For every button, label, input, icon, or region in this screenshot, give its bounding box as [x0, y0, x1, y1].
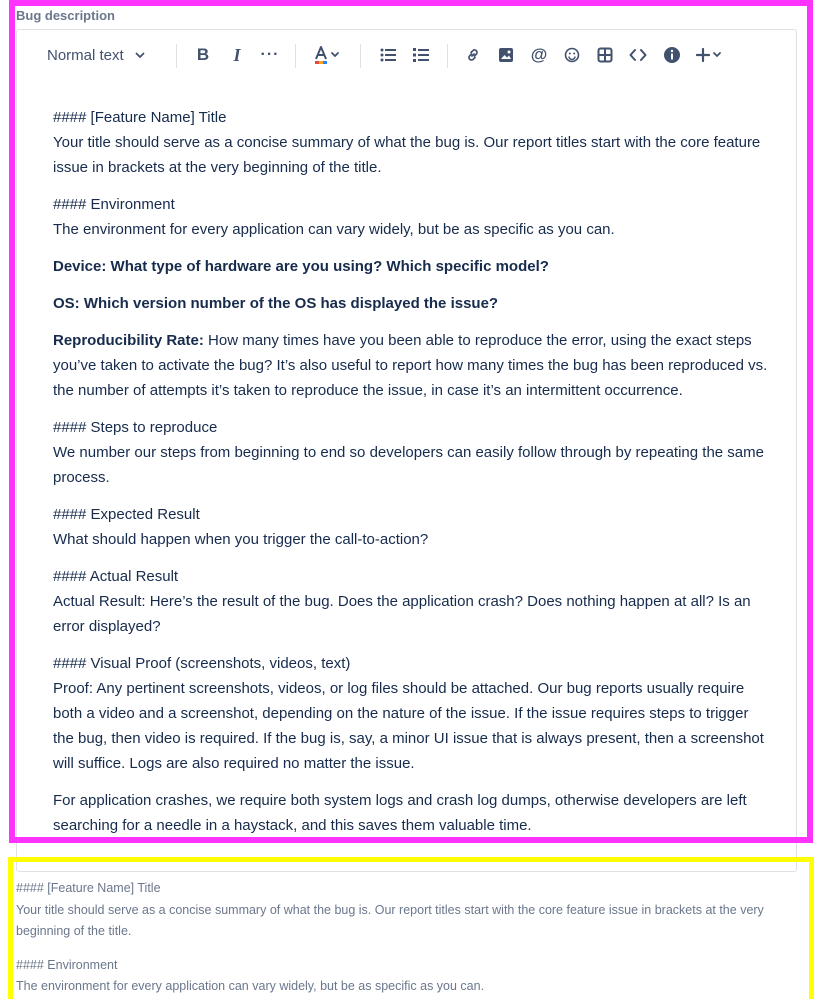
heading-text: #### Steps to reproduce	[53, 419, 218, 436]
text-color-icon[interactable]	[308, 40, 346, 70]
toolbar-divider	[360, 44, 361, 68]
text-style-label: Normal text	[47, 46, 124, 64]
paragraph	[53, 502, 773, 552]
field-label: Bug description	[16, 8, 115, 23]
italic-icon[interactable]: I	[233, 44, 241, 65]
text-style-dropdown[interactable]	[39, 40, 157, 70]
paragraph	[53, 564, 773, 639]
paragraph	[53, 105, 773, 180]
bold-icon[interactable]: B	[196, 45, 210, 64]
rich-text-editor[interactable]	[16, 29, 797, 872]
emoji-icon[interactable]	[558, 40, 586, 70]
toolbar-divider	[447, 44, 448, 68]
paragraph	[53, 192, 773, 242]
preview-heading: #### Environment	[16, 957, 118, 972]
body-text: We number our steps from beginning to end so developers can easily follow through by repeating the same process.	[53, 444, 764, 486]
description-preview	[16, 878, 806, 999]
paragraph	[53, 415, 773, 490]
preview-body: The environment for every application can vary widely, but be as specific as you can.	[16, 979, 485, 993]
chevron-down-icon	[134, 49, 146, 61]
preview-paragraph	[16, 878, 806, 943]
body-text: What should happen when you trigger the call-to-action?	[53, 531, 429, 548]
body-text: The environment for every application can vary widely, but be as specific as you can.	[53, 221, 615, 238]
insert-plus-icon[interactable]	[693, 40, 729, 70]
toolbar-divider	[295, 44, 296, 68]
table-icon[interactable]	[591, 40, 619, 70]
bullet-list-icon[interactable]	[374, 40, 402, 70]
heading-text: #### Visual Proof (screenshots, videos, text)	[53, 655, 351, 672]
more-formatting-icon[interactable]: ···	[260, 46, 280, 63]
preview-heading: #### [Feature Name] Title	[16, 881, 161, 895]
info-icon[interactable]	[658, 40, 686, 70]
heading-text: #### [Feature Name] Title	[53, 109, 227, 126]
mention-icon[interactable]: @	[530, 45, 548, 64]
paragraph: For application crashes, we require both system logs and crash log dumps, otherwise developers are left searching for a needle in a haystack, and this saves them valuable time.	[53, 792, 747, 834]
body-text: Proof: Any pertinent screenshots, videos, or log files should be attached. Our bug reports usually require both a video and a screenshot, depending on the nature of the issue. If the issue requires steps to trigger the bug, then video is required. If the bug is, say, a minor UI issue that is always present, then a screenshot will suffice. Logs are also required no matter the issue.	[53, 680, 764, 772]
heading-text: #### Actual Result	[53, 568, 179, 585]
link-icon[interactable]	[459, 40, 487, 70]
toolbar-divider	[176, 44, 177, 68]
body-text: How many times have you been able to reproduce the error, using the exact steps you’ve taken to activate the bug? It’s also useful to report how many times the bug has been reproduced vs. the number of attempts it’s taken to reproduce the issue, in case it’s an intermittent occurrence.	[53, 332, 768, 399]
paragraph: Device: What type of hardware are you using? Which specific model?	[53, 258, 549, 275]
editor-toolbar	[17, 30, 796, 82]
preview-paragraph	[16, 955, 806, 998]
body-text: Your title should serve as a concise summary of what the bug is. Our report titles start with the core feature issue in brackets at the very beginning of the title.	[53, 134, 761, 176]
heading-text: #### Expected Result	[53, 506, 200, 523]
body-text: Actual Result: Here’s the result of the bug. Does the application crash? Does nothing happen at all? Is an error displayed?	[53, 593, 751, 635]
numbered-list-icon[interactable]	[407, 40, 435, 70]
paragraph: OS: Which version number of the OS has displayed the issue?	[53, 295, 499, 312]
editor-content[interactable]	[53, 105, 773, 850]
code-icon[interactable]	[624, 40, 652, 70]
bold-label: Reproducibility Rate:	[53, 332, 204, 349]
preview-body: Your title should serve as a concise summary of what the bug is. Our report titles start with the core feature issue in brackets at the very beginning of the title.	[16, 902, 764, 938]
paragraph	[53, 651, 773, 776]
image-icon[interactable]	[492, 40, 520, 70]
paragraph	[53, 328, 773, 403]
heading-text: #### Environment	[53, 196, 175, 213]
